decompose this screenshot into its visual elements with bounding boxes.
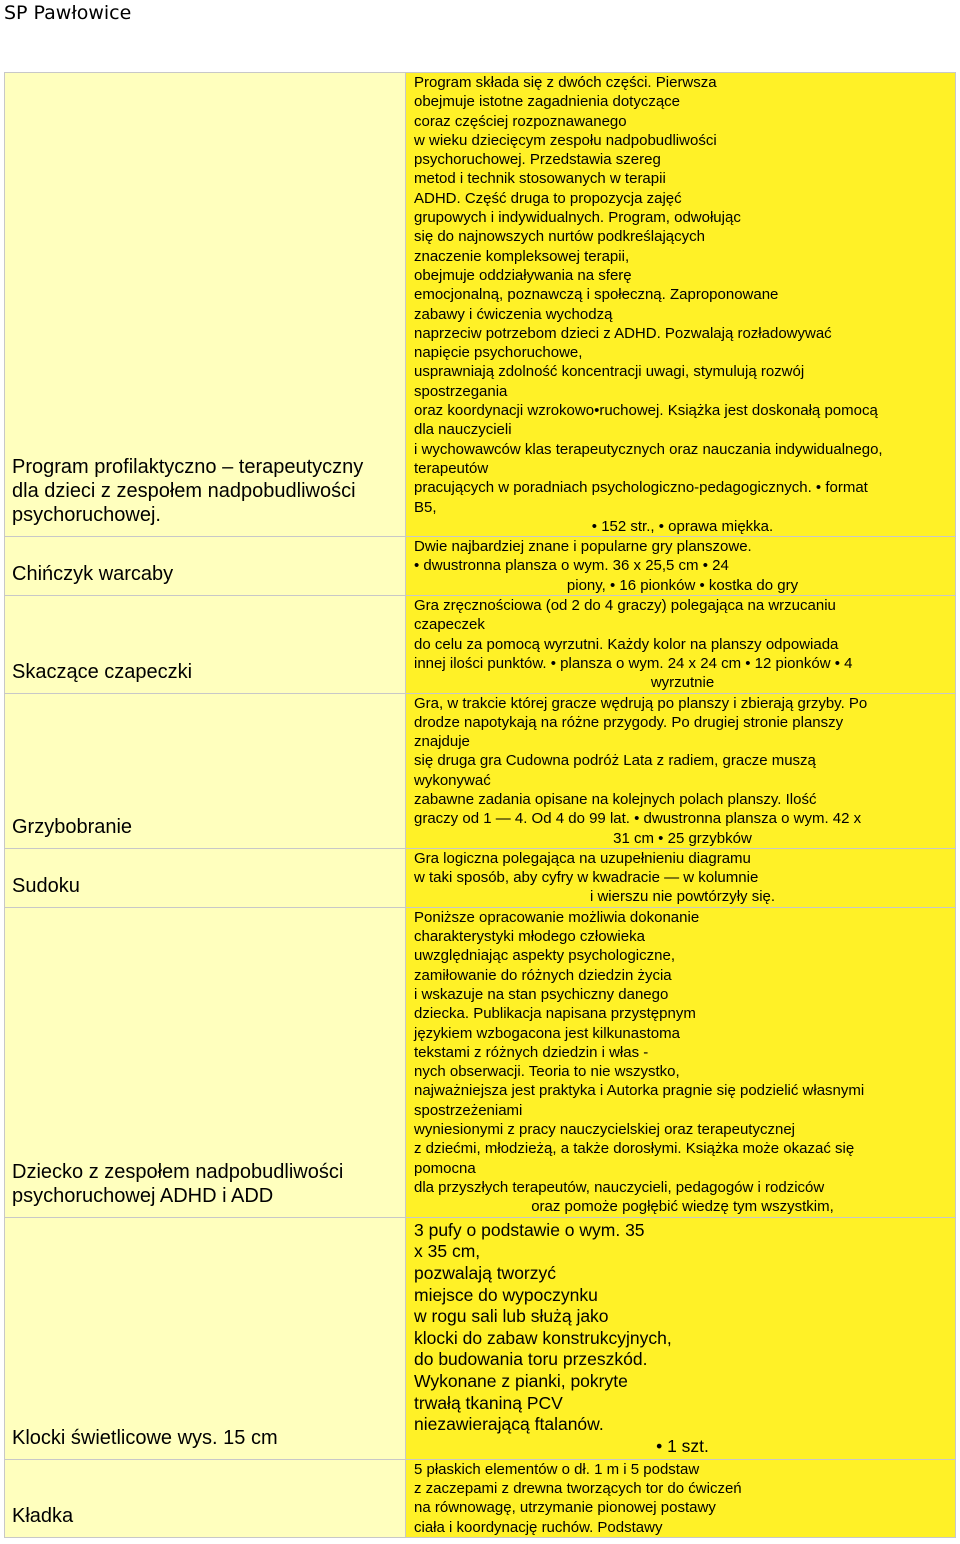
desc-line: wykonywać <box>414 771 491 789</box>
name-line: dla dzieci z zespołem nadpobudliwości <box>12 480 356 503</box>
name-line: Sudoku <box>12 874 80 897</box>
product-name <box>5 537 406 596</box>
product-description <box>406 848 956 907</box>
table-row <box>5 693 956 848</box>
product-name <box>5 596 406 693</box>
desc-line: Poniższe opracowanie możliwia dokonanie <box>414 908 700 926</box>
desc-line: usprawniają zdolność koncentracji uwagi, stymulują rozwój <box>414 363 805 381</box>
desc-line: niezawierającą ftalanów. <box>414 1414 604 1435</box>
desc-line: terapeutów <box>414 459 489 477</box>
desc-line: B5, <box>414 498 437 516</box>
desc-line: graczy od 1 — 4. Od 4 do 99 lat. • dwustronna plansza o wym. 42 x <box>414 810 862 828</box>
product-name <box>5 73 406 537</box>
table-row <box>5 73 956 537</box>
desc-line: dziecka. Publikacja napisana przystępnym <box>414 1005 696 1023</box>
product-table <box>4 72 956 1538</box>
desc-line: charakterystyki młodego człowieka <box>414 928 645 946</box>
desc-line: 5 płaskich elementów o dł. 1 m i 5 podstaw <box>414 1460 700 1478</box>
desc-line: Dwie najbardziej znane i popularne gry planszowe. <box>414 538 752 556</box>
name-line: Skaczące czapeczki <box>12 660 193 683</box>
desc-line: obejmuje oddziaływania na sferę <box>414 266 632 284</box>
desc-line: grupowych i indywidualnych. Program, odwołując <box>414 209 741 227</box>
desc-line: Wykonane z pianki, pokryte <box>414 1370 628 1391</box>
product-description <box>406 1217 956 1459</box>
desc-line: Program składa się z dwóch części. Pierwsza <box>414 74 717 91</box>
desc-line: z zaczepami z drewna tworzących tor do ćwiczeń <box>414 1480 742 1498</box>
desc-line: drodze napotykają na różne przygody. Po drugiej stronie planszy <box>414 713 844 731</box>
desc-line: znajduje <box>414 733 470 751</box>
desc-line: Gra zręcznościowa (od 2 do 4 graczy) polegająca na wrzucaniu <box>414 597 836 615</box>
desc-line: napięcie psychoruchowe, <box>414 344 583 362</box>
desc-line: klocki do zabaw konstrukcyjnych, <box>414 1327 672 1348</box>
desc-line: spostrzegania <box>414 382 508 400</box>
desc-line: dla przyszłych terapeutów, nauczycieli, pedagogów i rodziców <box>414 1178 825 1196</box>
desc-line: emocjonalną, poznawczą i społeczną. Zaproponowane <box>414 286 779 304</box>
product-description <box>406 596 956 693</box>
product-name <box>5 1459 406 1537</box>
product-description <box>406 73 956 537</box>
table-row <box>5 848 956 907</box>
desc-line: do celu za pomocą wyrzutni. Każdy kolor na planszy odpowiada <box>414 635 839 653</box>
desc-line: naprzeciw potrzebom dzieci z ADHD. Pozwalają rozładowywać <box>414 324 832 342</box>
desc-line: i wierszu nie powtórzyły się. <box>589 888 776 906</box>
desc-line: oraz pomoże pogłębić wiedzę tym wszystkim, <box>531 1198 834 1216</box>
desc-line: w rogu sali lub służą jako <box>414 1306 609 1327</box>
desc-line: piony, • 16 pionków • kostka do gry <box>566 576 799 594</box>
desc-line: metod i technik stosowanych w terapii <box>414 170 666 188</box>
product-description <box>406 693 956 848</box>
name-line: Kładka <box>12 1504 74 1527</box>
desc-line: z dziećmi, młodzieżą, a także dorosłymi. Książka może okazać się <box>414 1140 855 1158</box>
desc-line: nych obserwacji. Teoria to nie wszystko, <box>414 1063 680 1081</box>
name-line: Klocki świetlicowe wys. 15 cm <box>12 1426 278 1449</box>
product-name <box>5 907 406 1217</box>
product-name <box>5 693 406 848</box>
desc-line: wyniesionymi z pracy nauczycielskiej oraz terapeutycznej <box>414 1121 795 1139</box>
name-line: Dziecko z zespołem nadpobudliwości <box>12 1160 344 1183</box>
desc-line: 3 pufy o podstawie o wym. 35 <box>414 1219 645 1240</box>
desc-line: zamiłowanie do różnych dziedzin życia <box>414 966 672 984</box>
desc-line: do budowania toru przeszkód. <box>414 1349 648 1370</box>
table-row <box>5 537 956 596</box>
desc-line: znaczenie kompleksowej terapii, <box>414 247 630 265</box>
table-row <box>5 1459 956 1537</box>
desc-line: uwzględniając aspekty psychologiczne, <box>414 947 675 965</box>
name-line: Chińczyk warcaby <box>12 563 174 586</box>
desc-line: zabawy i ćwiczenia wychodzą <box>414 305 613 323</box>
desc-line: pracujących w poradniach psychologiczno-pedagogicznych. • format <box>414 479 868 497</box>
product-name <box>5 848 406 907</box>
desc-line: na równowagę, utrzymanie pionowej postawy <box>414 1499 716 1517</box>
name-line: psychoruchowej. <box>12 504 161 527</box>
desc-line: tekstami z różnych dziedzin i włas - <box>414 1043 649 1061</box>
product-description <box>406 537 956 596</box>
desc-line: Gra logiczna polegająca na uzupełnieniu diagramu <box>414 849 751 867</box>
desc-line: • 1 szt. <box>656 1435 709 1456</box>
desc-line: coraz częściej rozpoznawanego <box>414 112 627 130</box>
desc-line: pomocna <box>414 1159 476 1177</box>
product-description <box>406 907 956 1217</box>
desc-line: w taki sposób, aby cyfry w kwadracie — w kolumnie <box>414 869 759 887</box>
desc-line: miejsce do wypoczynku <box>414 1284 598 1305</box>
desc-line: pozwalają tworzyć <box>414 1262 556 1283</box>
product-name <box>5 1217 406 1459</box>
desc-line: • 152 str., • oprawa miękka. <box>591 517 774 535</box>
name-line: Grzybobranie <box>12 815 133 838</box>
table-row <box>5 907 956 1217</box>
desc-line: psychoruchowej. Przedstawia szereg <box>414 151 661 169</box>
desc-line: najważniejsza jest praktyka i Autorka pragnie się podzielić własnymi <box>414 1082 865 1100</box>
desc-line: x 35 cm, <box>414 1241 481 1262</box>
desc-line: Gra, w trakcie której gracze wędrują po planszy i zbierają grzyby. Po <box>414 694 868 712</box>
desc-line: innej ilości punktów. • plansza o wym. 24 x 24 cm • 12 pionków • 4 <box>414 654 853 672</box>
table-row <box>5 596 956 693</box>
desc-line: czapeczek <box>414 616 485 634</box>
desc-line: spostrzeżeniami <box>414 1101 523 1119</box>
desc-line: ADHD. Część druga to propozycja zajęć <box>414 189 682 207</box>
desc-line: zabawne zadania opisane na kolejnych polach planszy. Ilość <box>414 790 817 808</box>
desc-line: obejmuje istotne zagadnienia dotyczące <box>414 93 681 111</box>
desc-line: się do najnowszych nurtów podkreślających <box>414 228 705 246</box>
product-description <box>406 1459 956 1537</box>
table-row <box>5 1217 956 1459</box>
page-header-title: SP Pawłowice <box>4 2 132 24</box>
desc-line: i wychowawców klas terapeutycznych oraz nauczania indywidualnego, <box>414 440 883 458</box>
desc-line: językiem wzbogacona jest kilkunastoma <box>414 1024 680 1042</box>
desc-line: w wieku dziecięcym zespołu nadpobudliwości <box>414 131 717 149</box>
desc-line: ciała i koordynację ruchów. Podstawy <box>414 1518 663 1536</box>
name-line: Program profilaktyczno – terapeutyczny <box>12 456 364 479</box>
desc-line: dla nauczycieli <box>414 421 512 439</box>
desc-line: 31 cm • 25 grzybków <box>613 829 752 847</box>
name-line: psychoruchowej ADHD i ADD <box>12 1184 274 1207</box>
desc-line: • dwustronna plansza o wym. 36 x 25,5 cm • 24 <box>414 557 729 575</box>
desc-line: trwałą tkaniną PCV <box>414 1392 563 1413</box>
desc-line: i wskazuje na stan psychiczny danego <box>414 985 669 1003</box>
desc-line: się druga gra Cudowna podróż Lata z radiem, gracze muszą <box>414 752 816 770</box>
desc-line: wyrzutnie <box>650 674 715 692</box>
desc-line: oraz koordynacji wzrokowo•ruchowej. Książka jest doskonałą pomocą <box>414 402 878 420</box>
